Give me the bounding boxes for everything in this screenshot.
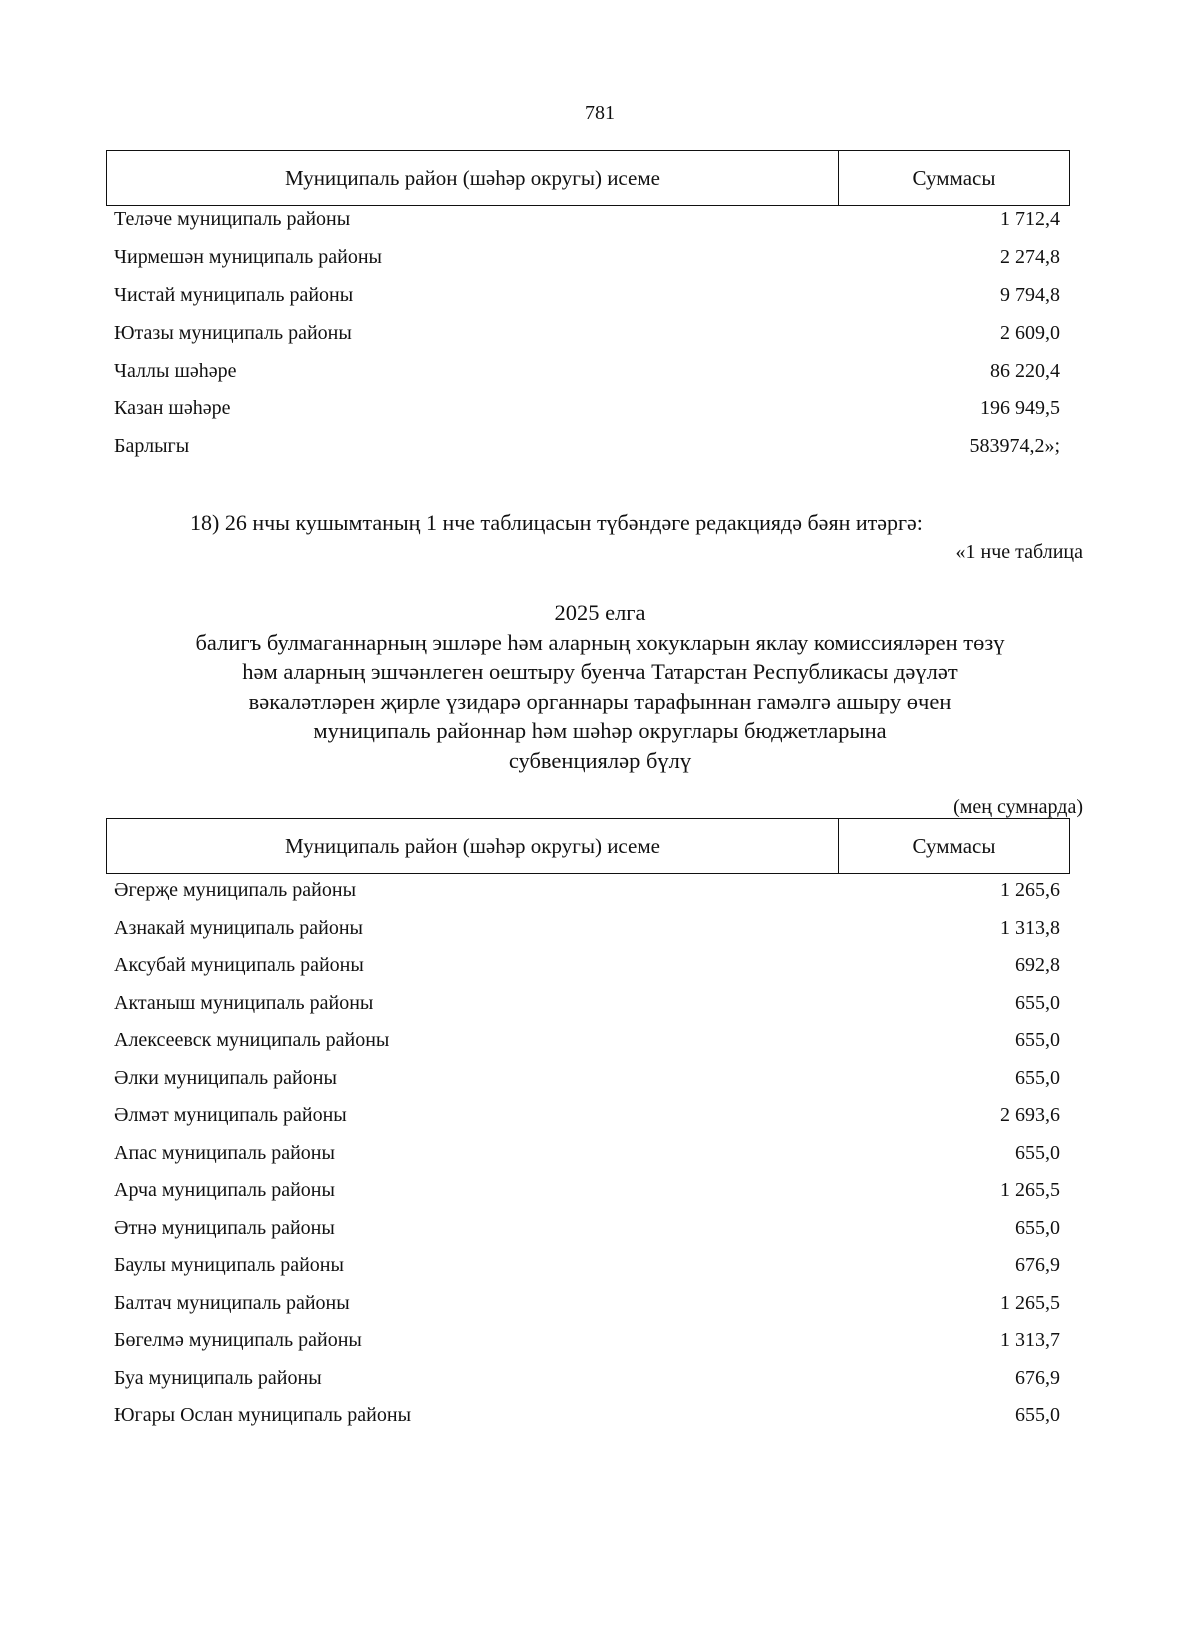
row-value: 655,0	[1015, 1141, 1060, 1164]
row-name: Арча муниципаль районы	[114, 1179, 335, 1202]
title-line: вәкаләтләрен җирле үзидарә органнары тарафыннан гамәлгә ашыру өчен	[248, 688, 952, 714]
instruction-text: 18) 26 нчы кушымтаның 1 нче таблицасын түбәндәге редакциядә бәян итәргә:	[190, 510, 923, 535]
table-row	[114, 1097, 1060, 1135]
table-row	[114, 201, 1060, 239]
row-value: 1 313,7	[1000, 1329, 1060, 1352]
row-name: Теләче муниципаль районы	[114, 208, 351, 231]
row-name: Чистай муниципаль районы	[114, 283, 354, 306]
table-row	[114, 1247, 1060, 1285]
row-name: Чирмешән муниципаль районы	[114, 246, 382, 269]
title-line: субвенцияләр бүлү	[508, 747, 692, 773]
table-row	[114, 1322, 1060, 1360]
row-name: Буа муниципаль районы	[114, 1366, 322, 1389]
table-row	[114, 239, 1060, 277]
table-row	[114, 1397, 1060, 1435]
row-name: Ютазы муниципаль районы	[114, 321, 352, 344]
row-value: 2 693,6	[1000, 1104, 1060, 1127]
row-name: Әтнә муниципаль районы	[114, 1216, 335, 1239]
table-row	[114, 1135, 1060, 1173]
table-row	[114, 277, 1060, 315]
table-row	[114, 1285, 1060, 1323]
row-name: Әгерҗе муниципаль районы	[114, 879, 357, 902]
table-row	[114, 1210, 1060, 1248]
row-name: Югары Ослан муниципаль районы	[114, 1404, 412, 1427]
title-year: 2025 елга	[554, 600, 646, 625]
page-number: 781	[585, 102, 615, 124]
table-row	[114, 390, 1060, 428]
table-row	[114, 910, 1060, 948]
row-name: Әлмәт муниципаль районы	[114, 1104, 347, 1127]
row-value: 1 265,5	[1000, 1291, 1060, 1314]
table2-header-sum: Суммасы	[912, 833, 996, 858]
table-row	[114, 1360, 1060, 1398]
table2-title	[0, 598, 1200, 775]
table1-header-sum: Суммасы	[912, 165, 996, 190]
table-row-total	[114, 428, 1060, 466]
table-row	[114, 985, 1060, 1023]
row-name: Казан шәһәре	[114, 397, 231, 420]
table1-body	[114, 201, 1060, 466]
row-value: 1 265,5	[1000, 1179, 1060, 1202]
table-row	[114, 314, 1060, 352]
row-value: 86 220,4	[990, 359, 1060, 382]
row-name: Әлки муниципаль районы	[114, 1066, 337, 1089]
table-row	[114, 872, 1060, 910]
table2-header	[106, 818, 1070, 874]
unit-label: (мең сумнарда)	[953, 796, 1083, 818]
table-row	[114, 1172, 1060, 1210]
row-name: Бөгелмә муниципаль районы	[114, 1329, 362, 1352]
table1-header-name: Муниципаль район (шәһәр округы) исеме	[107, 151, 839, 205]
row-name: Чаллы шәһәре	[114, 359, 237, 382]
row-name: Актаныш муниципаль районы	[114, 991, 374, 1014]
title-line: муниципаль районнар һәм шәһәр округлары бюджетларына	[313, 718, 887, 743]
row-name: Азнакай муниципаль районы	[114, 916, 363, 939]
title-line: һәм аларның эшчәнлеген оештыру буенча Татарстан Республикасы дәүләт	[242, 659, 958, 684]
row-value: 9 794,8	[1000, 283, 1060, 306]
table-row	[114, 1022, 1060, 1060]
row-value: 676,9	[1015, 1254, 1060, 1277]
row-value: 1 265,6	[1000, 879, 1060, 902]
row-value: 692,8	[1015, 954, 1060, 977]
row-value: 1 712,4	[1000, 208, 1060, 231]
table1-header	[106, 150, 1070, 206]
row-name: Балтач муниципаль районы	[114, 1291, 350, 1314]
row-name: Апас муниципаль районы	[114, 1141, 335, 1164]
row-value: 655,0	[1015, 1216, 1060, 1239]
table2-header-name: Муниципаль район (шәһәр округы) исеме	[107, 819, 839, 873]
title-line: балигъ булмаганнарның эшләре һәм аларның хокукларын яклау комиссияләрен төзү	[195, 629, 1005, 655]
row-name: Алексеевск муниципаль районы	[114, 1029, 390, 1052]
table-reference: «1 нче таблица	[955, 541, 1083, 563]
table-row	[114, 352, 1060, 390]
table2-body	[114, 872, 1060, 1435]
row-value: 655,0	[1015, 1066, 1060, 1089]
row-name: Аксубай муниципаль районы	[114, 954, 364, 977]
row-value: 655,0	[1015, 991, 1060, 1014]
row-value: 583974,2»;	[969, 435, 1060, 458]
row-value: 2 274,8	[1000, 246, 1060, 269]
row-name: Барлыгы	[114, 435, 190, 458]
row-value: 1 313,8	[1000, 916, 1060, 939]
row-value: 655,0	[1015, 1029, 1060, 1052]
row-value: 655,0	[1015, 1404, 1060, 1427]
table-row	[114, 1060, 1060, 1098]
row-name: Баулы муниципаль районы	[114, 1254, 344, 1277]
table-row	[114, 947, 1060, 985]
row-value: 196 949,5	[980, 397, 1060, 420]
row-value: 676,9	[1015, 1366, 1060, 1389]
row-value: 2 609,0	[1000, 321, 1060, 344]
